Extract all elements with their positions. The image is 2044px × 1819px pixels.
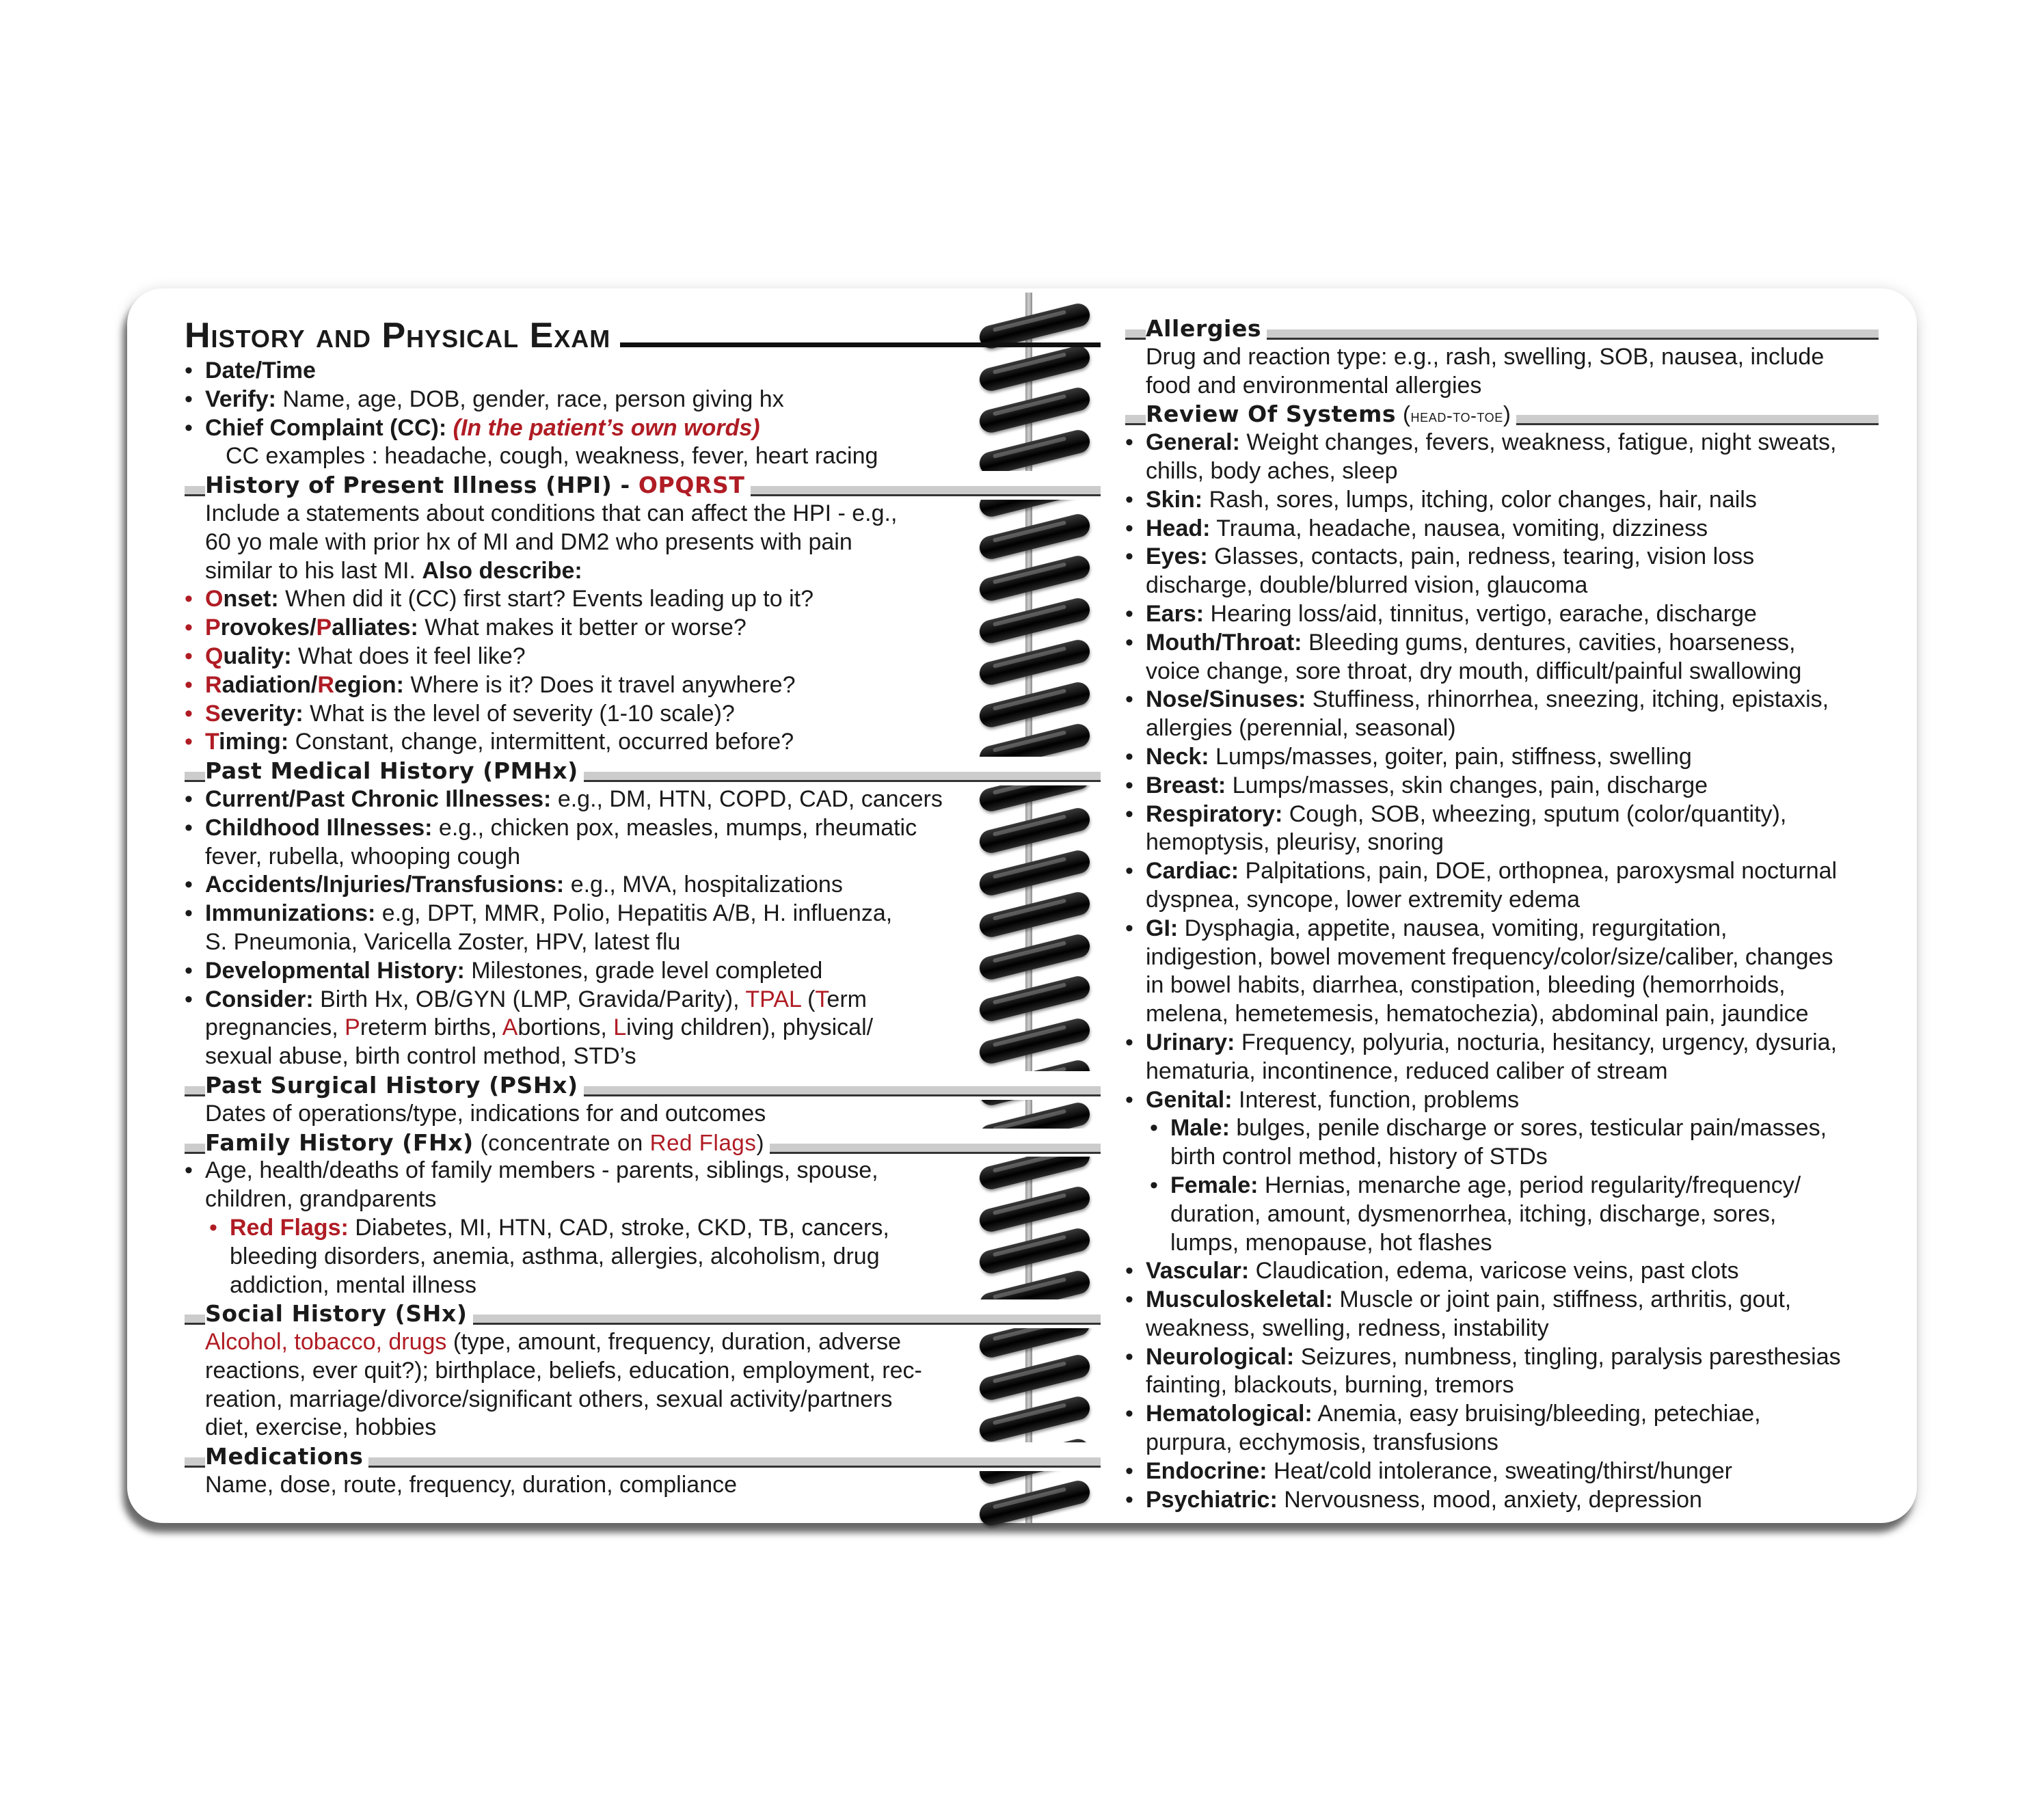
text-line (185, 1014, 1101, 1042)
section-header-label (205, 1443, 368, 1470)
section-header (185, 1299, 1101, 1328)
section-header-note-smallcaps: head-to-toe (1410, 405, 1503, 427)
item-text: duration, amount, dysmenorrhea, itching, discharge, sores, (1170, 1200, 1777, 1227)
page-title-text: History and Physical Exam (185, 316, 611, 355)
text-run: iving children), physical/ (626, 1014, 874, 1041)
text-line (1125, 1000, 1879, 1029)
text-run: R (205, 671, 222, 698)
sub-list-item (185, 1214, 1101, 1243)
mnemonic-item (185, 643, 1101, 671)
text-line (1125, 828, 1879, 857)
bullet-icon: • (1150, 1172, 1158, 1198)
example-line (185, 442, 1101, 471)
item-text: hemoptysis, pleurisy, snoring (1146, 829, 1444, 856)
item-label: Childhood Illnesses: (205, 814, 433, 841)
text-run: T (815, 986, 827, 1012)
item-label: Head: (1146, 515, 1211, 541)
text-run: When did it (CC) first start? Events leading up to it? (278, 586, 814, 612)
section-header-accent: OPQRST (638, 472, 745, 499)
section-header (1125, 314, 1879, 343)
text-line (1125, 1429, 1879, 1457)
text-run: P (205, 615, 221, 641)
item-text: similar to his last MI. (205, 557, 422, 584)
item-label: Developmental History: (205, 957, 465, 984)
list-item (185, 900, 1101, 928)
item-label: Genital: (1146, 1086, 1233, 1113)
bullet-icon: • (185, 386, 193, 412)
list-item (1125, 1286, 1879, 1315)
item-label: Eyes: (1146, 543, 1208, 570)
sub-list-item (1125, 1114, 1879, 1143)
item-text: e.g, DPT, MMR, Polio, Hepatitis A/B, H. influenza, (375, 900, 893, 927)
red-bullet-icon: • (185, 671, 193, 698)
bullet-icon: • (185, 785, 193, 812)
text-run: TPAL (745, 986, 801, 1012)
text-run: P (345, 1014, 360, 1041)
bullet-icon: • (1125, 858, 1133, 885)
text-run: ( (801, 986, 816, 1012)
bullet-icon: • (185, 1157, 193, 1184)
text-run: adiation/ (221, 671, 318, 698)
mnemonic-item (185, 700, 1101, 729)
text-run: Constant, change, intermittent, occurred before? (288, 729, 794, 755)
list-item (185, 871, 1101, 900)
continuation-line (1125, 1143, 1879, 1172)
item-label: Endocrine: (1146, 1457, 1267, 1484)
item-text: Interest, function, problems (1232, 1086, 1520, 1113)
text-line (1125, 886, 1879, 915)
list-item (1125, 772, 1879, 800)
item-label: Neurological: (1146, 1343, 1295, 1370)
item-text: Dysphagia, appetite, nausea, vomiting, regurgitation, (1178, 915, 1727, 941)
bullet-icon: • (1125, 1343, 1133, 1370)
text-run: A (502, 1014, 518, 1041)
section-header-label (205, 1300, 473, 1327)
bullet-icon: • (1125, 515, 1133, 541)
item-text: Drug and reaction type: e.g., rash, swelling, SOB, nausea, include (1146, 343, 1825, 370)
text-line (185, 928, 1101, 957)
red-bullet-icon: • (185, 643, 193, 669)
text-line (1125, 943, 1879, 972)
section-header-note-end: ) (1503, 401, 1511, 427)
sub-list-item (1125, 1172, 1879, 1200)
text-run: Consider: (205, 986, 314, 1012)
bullet-icon: • (1125, 1401, 1133, 1427)
bullet-icon: • (1125, 772, 1133, 798)
item-text: fainting, blackouts, burning, tremors (1146, 1372, 1514, 1399)
item-text: dyspnea, syncope, lower extremity edema (1146, 886, 1580, 913)
item-text: bleeding disorders, anemia, asthma, allergies, alcoholism, drug (230, 1243, 880, 1269)
item-text: Anemia, easy bruising/bleeding, petechiae, (1312, 1401, 1761, 1427)
list-item (185, 785, 1101, 814)
text-run: everity: (220, 700, 304, 727)
text-run: alliates: (332, 615, 418, 641)
text-run: What makes it better or worse? (418, 615, 747, 641)
list-item (1125, 429, 1879, 457)
list-item (1125, 800, 1879, 829)
list-item (1125, 743, 1879, 772)
section-header-text: Allergies (1146, 315, 1262, 342)
text-line (1125, 372, 1879, 401)
item-text: Palpitations, pain, DOE, orthopnea, paroxysmal nocturnal (1239, 858, 1838, 885)
section-header-text: Past Medical History (PMHx) (205, 757, 578, 785)
list-item (1125, 1343, 1879, 1372)
item-text: Diabetes, MI, HTN, CAD, stroke, CKD, TB, cancers, (348, 1214, 889, 1241)
text-run: P (316, 615, 332, 641)
text-run: What does it feel like? (291, 643, 526, 669)
text-run: What is the level of severity (1-10 scale)? (303, 700, 735, 727)
text-run: erm (826, 986, 867, 1012)
item-text: Bleeding gums, dentures, cavities, hoarseness, (1302, 629, 1796, 656)
item-label: Musculoskeletal: (1146, 1286, 1333, 1313)
item-text: lumps, menopause, hot flashes (1170, 1229, 1492, 1256)
list-item (1125, 600, 1879, 629)
list-item (185, 357, 1101, 386)
bullet-icon: • (1125, 1029, 1133, 1055)
text-line (185, 1471, 1101, 1500)
item-text: 60 yo male with prior hx of MI and DM2 who presents with pain (205, 528, 852, 555)
text-line (185, 1414, 1101, 1442)
item-label: Current/Past Chronic Illnesses: (205, 785, 552, 812)
right-content (1125, 314, 1879, 1514)
list-item (185, 957, 1101, 986)
bullet-icon: • (1125, 1086, 1133, 1113)
text-run: T (205, 729, 219, 755)
item-label: Verify: (205, 386, 276, 412)
item-text: food and environmental allergies (1146, 372, 1482, 399)
section-header-label (1146, 401, 1516, 427)
item-text: melena, hemetemesis, hematochezia), abdominal pain, jaundice (1146, 1001, 1809, 1027)
bullet-icon: • (1125, 600, 1133, 627)
text-line (1125, 658, 1879, 686)
list-item (1125, 915, 1879, 943)
section-header-label (205, 1072, 584, 1099)
red-bullet-icon: • (185, 615, 193, 641)
bullet-icon: • (1125, 543, 1133, 570)
item-text: Include a statements about conditions that can affect the HPI - e.g., (205, 500, 898, 526)
item-text: Claudication, edema, varicose veins, past clots (1249, 1258, 1739, 1284)
item-label: Red Flags: (230, 1214, 349, 1241)
item-text: Muscle or joint pain, stiffness, arthritis, gout, (1332, 1286, 1792, 1313)
item-text: e.g., MVA, hospitalizations (564, 872, 843, 898)
text-line (1125, 343, 1879, 372)
text-line (185, 1357, 1101, 1386)
item-text: Weight changes, fevers, weakness, fatigue, night sweats, (1239, 429, 1837, 456)
item-text: indigestion, bowel movement frequency/color/size/caliber, changes (1146, 943, 1833, 970)
list-item (185, 986, 1101, 1014)
bullet-icon: • (1125, 1457, 1133, 1484)
item-text: Frequency, polyuria, nocturia, hesitancy, urgency, dysuria, (1235, 1029, 1838, 1055)
item-label: GI: (1146, 915, 1179, 941)
list-item (1125, 515, 1879, 543)
item-label: Psychiatric: (1146, 1486, 1278, 1513)
item-text: in bowel habits, diarrhea, constipation, bleeding (hemorrhoids, (1146, 972, 1786, 999)
section-header-text: Family History (FHx) (205, 1129, 474, 1156)
bullet-icon: • (185, 872, 193, 898)
bullet-icon: • (1125, 629, 1133, 656)
bullet-icon: • (185, 900, 193, 927)
item-text: fever, rubella, whooping cough (205, 843, 521, 870)
text-run: uality: (223, 643, 292, 669)
item-label: Accidents/Injuries/Transfusions: (205, 872, 565, 898)
text-run: R (317, 671, 334, 698)
text-run: egion: (334, 671, 404, 698)
item-text: reactions, ever quit?); birthplace, beliefs, education, employment, rec- (205, 1357, 922, 1384)
red-bullet-icon: • (185, 586, 193, 612)
item-text: Age, health/deaths of family members - parents, siblings, spouse, (205, 1157, 878, 1184)
section-header-label (205, 757, 584, 784)
text-line (185, 1042, 1101, 1071)
text-line (185, 1386, 1101, 1414)
text-run: iming: (219, 729, 289, 755)
mnemonic-item (185, 728, 1101, 757)
bullet-icon: • (185, 986, 193, 1012)
item-bold-text: Also describe: (422, 557, 582, 584)
item-text: Glasses, contacts, pain, redness, tearing, vision loss (1207, 543, 1755, 570)
red-bullet-icon: • (209, 1214, 217, 1241)
text-run: Where is it? Does it travel anywhere? (403, 671, 796, 698)
item-text: Lumps/masses, skin changes, pain, discharge (1226, 772, 1708, 798)
bullet-icon: • (1125, 429, 1133, 456)
section-header-note: ( (1396, 401, 1411, 427)
section-header-text: History of Present Illness (HPI) - (205, 472, 638, 499)
page-title (185, 314, 1101, 357)
item-text: Milestones, grade level completed (464, 957, 823, 984)
item-label: Immunizations: (205, 900, 376, 927)
list-item (1125, 543, 1879, 571)
text-line (1125, 571, 1879, 600)
section-header (1125, 400, 1879, 429)
item-text: e.g., chicken pox, measles, mumps, rheumatic (432, 814, 917, 841)
reference-card (127, 288, 1917, 1523)
text-line (185, 1100, 1101, 1129)
list-item (1125, 1400, 1879, 1429)
list-item (1125, 629, 1879, 658)
item-text: discharge, double/blurred vision, glaucoma (1146, 572, 1588, 599)
item-text: children, grandparents (205, 1186, 437, 1213)
item-text: Dates of operations/type, indications for and outcomes (205, 1100, 766, 1127)
red-bullet-icon: • (185, 700, 193, 727)
section-header (185, 471, 1101, 500)
section-header-label (205, 472, 751, 498)
text-line (1125, 1057, 1879, 1086)
bullet-icon: • (1150, 1115, 1158, 1142)
item-text: S. Pneumonia, Varicella Zoster, HPV, latest flu (205, 928, 681, 955)
item-text: Rash, sores, lumps, itching, color changes, hair, nails (1202, 486, 1757, 513)
item-label: Breast: (1146, 772, 1226, 798)
text-line (1125, 1371, 1879, 1400)
section-header-text: Medications (205, 1443, 364, 1470)
item-text: voice change, sore throat, dry mouth, difficult/painful swallowing (1146, 658, 1802, 684)
text-line (1125, 971, 1879, 1000)
bullet-icon: • (1125, 1286, 1133, 1313)
item-text: Seizures, numbness, tingling, paralysis paresthesias (1294, 1343, 1841, 1370)
section-header-text: Past Surgical History (PSHx) (205, 1071, 578, 1099)
left-page (185, 314, 1101, 1500)
item-label: Skin: (1146, 486, 1203, 513)
mnemonic-item (185, 614, 1101, 643)
mnemonic-item (185, 671, 1101, 700)
bullet-icon: • (1125, 486, 1133, 513)
item-text: diet, exercise, hobbies (205, 1414, 437, 1441)
list-item (1125, 857, 1879, 886)
item-text: addiction, mental illness (230, 1271, 476, 1298)
continuation-line (1125, 1229, 1879, 1258)
item-label: Vascular: (1146, 1258, 1250, 1284)
text-run: L (613, 1014, 627, 1041)
item-text: Hearing loss/aid, tinnitus, vertigo, earache, discharge (1204, 600, 1757, 627)
bullet-icon: • (1125, 1258, 1133, 1284)
bullet-icon: • (185, 814, 193, 841)
item-text: reation, marriage/divorce/significant others, sexual activity/partners (205, 1386, 893, 1412)
text-line (1125, 714, 1879, 743)
item-text: bulges, penile discharge or sores, testicular pain/masses, (1229, 1115, 1827, 1142)
item-text: Name, age, DOB, gender, race, person giving hx (275, 386, 784, 412)
list-item (1125, 1457, 1879, 1486)
list-item (185, 1157, 1101, 1185)
item-label: General: (1146, 429, 1240, 456)
item-text: birth control method, history of STDs (1170, 1144, 1548, 1170)
mnemonic-item (185, 585, 1101, 614)
item-label: Mouth/Throat: (1146, 629, 1302, 656)
text-run: reterm births, (360, 1014, 502, 1041)
text-line (185, 1185, 1101, 1214)
text-line (185, 500, 1101, 528)
text-line (185, 557, 1101, 586)
text-run: rovokes/ (220, 615, 317, 641)
text-line (185, 843, 1101, 872)
section-header (185, 1129, 1101, 1157)
text-line (1125, 1315, 1879, 1343)
text-run: Alcohol, tobacco, drugs (205, 1329, 447, 1356)
list-item (185, 386, 1101, 414)
item-text: e.g., DM, HTN, COPD, CAD, cancers (551, 785, 943, 812)
text-line (185, 1328, 1101, 1357)
left-content (185, 357, 1101, 1500)
list-item (1125, 486, 1879, 515)
item-text: chills, body aches, sleep (1146, 457, 1398, 484)
list-item (185, 414, 1101, 443)
item-label: Nose/Sinuses: (1146, 686, 1306, 713)
item-label: Female: (1170, 1172, 1259, 1198)
item-text: sexual abuse, birth control method, STD’s (205, 1043, 636, 1070)
text-line (185, 528, 1101, 557)
list-item (1125, 686, 1879, 714)
red-bullet-icon: • (185, 729, 193, 755)
title-rule (620, 342, 1101, 347)
item-label: Male: (1170, 1115, 1230, 1142)
bullet-icon: • (185, 358, 193, 383)
list-item (185, 814, 1101, 843)
bullet-icon: • (1125, 686, 1133, 713)
text-line (1125, 457, 1879, 486)
item-text: purpura, ecchymosis, transfusions (1146, 1429, 1498, 1456)
bullet-icon: • (1125, 915, 1133, 941)
section-header-label (205, 1129, 770, 1156)
item-text: Stuffiness, rhinorrhea, sneezing, itching, epistaxis, (1306, 686, 1829, 713)
section-header (185, 1071, 1101, 1100)
item-label: Ears: (1146, 600, 1205, 627)
bullet-icon: • (1125, 1486, 1133, 1513)
item-text: Cough, SOB, wheezing, sputum (color/quantity), (1282, 800, 1787, 827)
item-text: Trauma, headache, nausea, vomiting, dizziness (1210, 515, 1708, 541)
continuation-line (185, 1271, 1101, 1300)
bullet-icon: • (185, 414, 193, 441)
section-header-label (1146, 315, 1267, 342)
item-text: Heat/cold intolerance, sweating/thirst/hunger (1267, 1457, 1732, 1484)
list-item (1125, 1029, 1879, 1057)
text-run: nset: (223, 586, 279, 612)
item-emphasis: (In the patient’s own words) (446, 414, 760, 441)
text-run: (type, amount, frequency, duration, adverse (446, 1329, 902, 1356)
item-text: allergies (perennial, seasonal) (1146, 715, 1456, 742)
item-label: Respiratory: (1146, 800, 1283, 827)
item-text: Lumps/masses, goiter, pain, stiffness, swelling (1209, 743, 1692, 770)
text-run: S (205, 700, 221, 727)
item-text: CC examples : headache, cough, weakness, fever, heart racing (226, 443, 878, 470)
continuation-line (1125, 1200, 1879, 1229)
bullet-icon: • (1125, 743, 1133, 770)
continuation-line (185, 1243, 1101, 1271)
item-label: Cardiac: (1146, 858, 1239, 885)
text-run: pregnancies, (205, 1014, 345, 1041)
item-text: Nervousness, mood, anxiety, depression (1277, 1486, 1702, 1513)
section-header-note-end: ) (756, 1129, 765, 1155)
item-label: Hematological: (1146, 1401, 1313, 1427)
item-text: Hernias, menarche age, period regularity/frequency/ (1258, 1172, 1801, 1198)
section-header-text: Review Of Systems (1146, 401, 1397, 428)
bullet-icon: • (185, 957, 193, 984)
item-label: Urinary: (1146, 1029, 1235, 1055)
section-header (185, 1442, 1101, 1471)
item-text: Name, dose, route, frequency, duration, compliance (205, 1472, 738, 1498)
list-item (1125, 1086, 1879, 1115)
section-header-note: (concentrate on (473, 1129, 650, 1155)
right-page (1125, 314, 1879, 1514)
text-run: bortions, (517, 1014, 614, 1041)
text-run: Q (205, 643, 224, 669)
item-text: weakness, swelling, redness, instability (1146, 1315, 1549, 1341)
item-text: hematuria, incontinence, reduced caliber of stream (1146, 1057, 1668, 1084)
section-header-text: Social History (SHx) (205, 1300, 468, 1328)
section-header-note-accent: Red Flags (649, 1129, 757, 1155)
item-label: Chief Complaint (CC): (205, 414, 447, 441)
bullet-icon: • (1125, 800, 1133, 827)
list-item (1125, 1257, 1879, 1286)
item-label: Neck: (1146, 743, 1209, 770)
text-run: O (205, 586, 224, 612)
list-item (1125, 1486, 1879, 1515)
item-label: Date/Time (205, 358, 316, 383)
section-header (185, 757, 1101, 785)
text-run: Birth Hx, OB/GYN (LMP, Gravida/Parity), (313, 986, 746, 1012)
